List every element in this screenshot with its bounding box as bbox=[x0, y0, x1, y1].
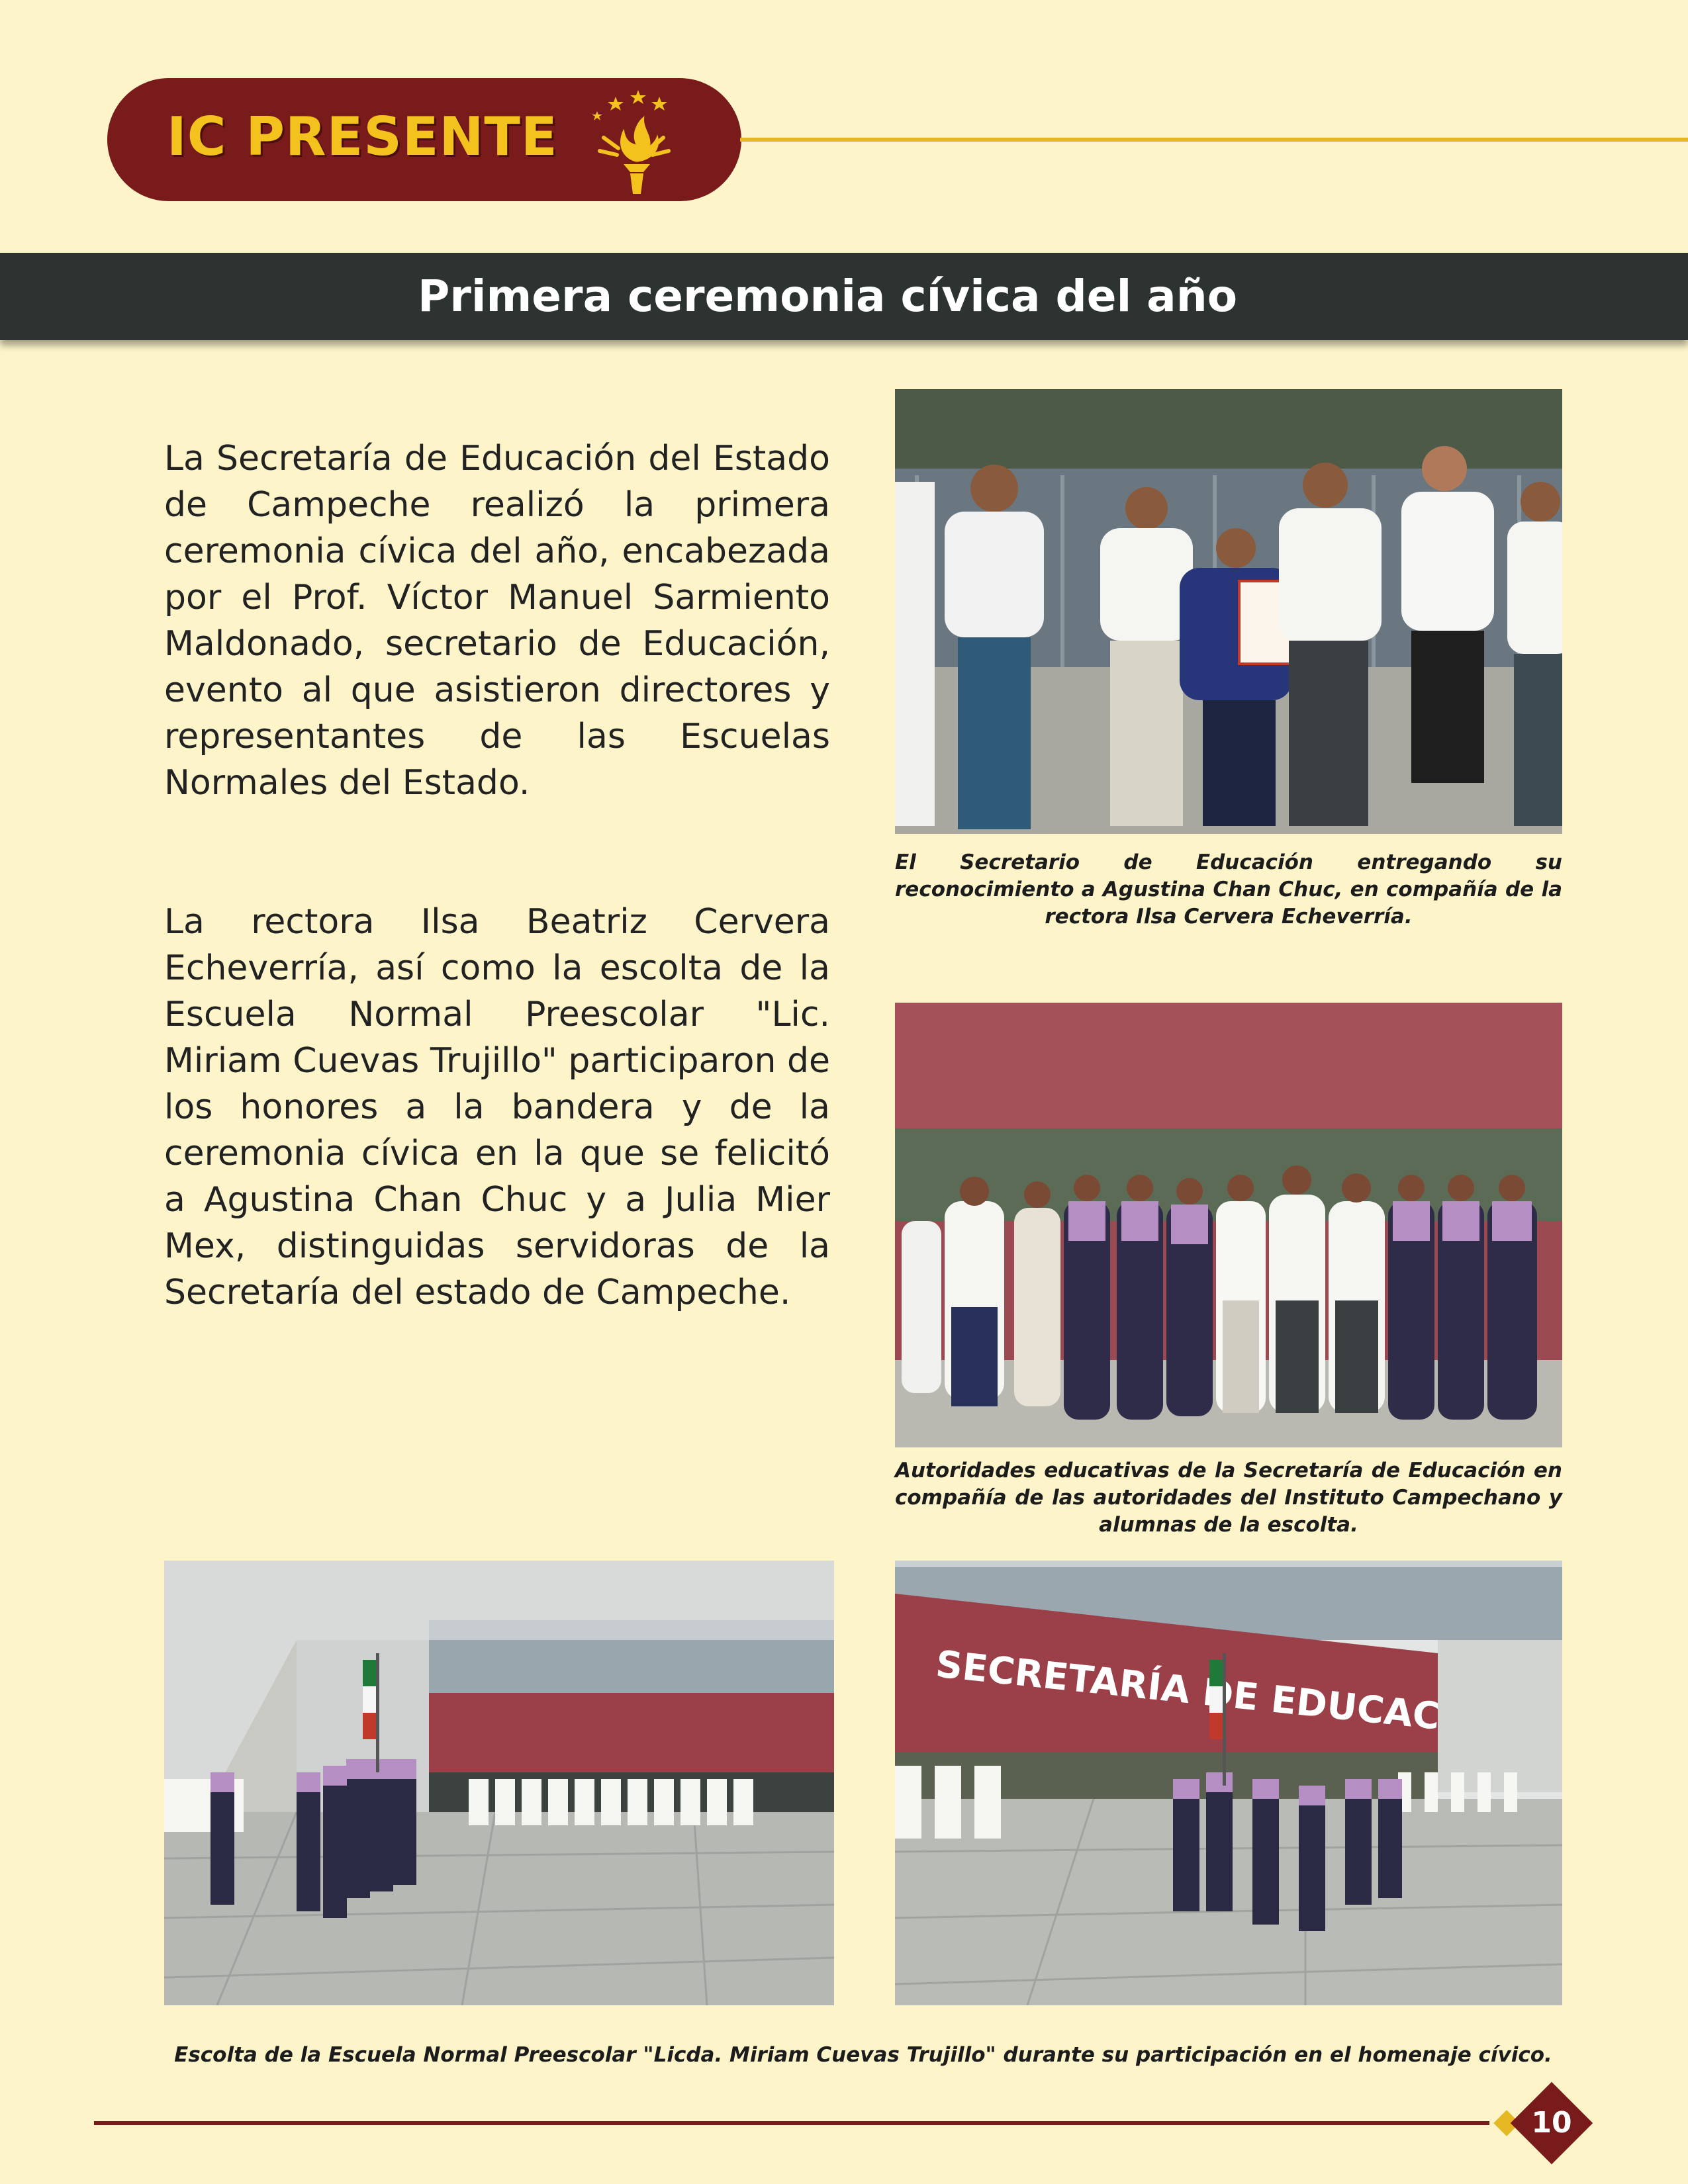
section-header-pill bbox=[107, 78, 741, 201]
article-paragraph-1: La Secretaría de Educación del Estado de Campeche realizó la primera ceremonia cívica del año, encabezada por el Prof. Víctor Manuel Sarmiento Maldonado, secretario de Educación, evento al que asistieron directores y representantes de las Escuelas Normales del Estado. bbox=[164, 439, 830, 803]
photo-caption-2: Autoridades educativas de la Secretaría de Educación en compañía de las autoridades del Instituto Campechano y alumnas de la escolta. bbox=[895, 1459, 1562, 1537]
header-rule bbox=[740, 138, 1688, 142]
page-number: 10 bbox=[1531, 2106, 1572, 2140]
photo-caption-1: El Secretario de Educación entregando su reconocimiento a Agustina Chan Chuc, en compañía de la rectora Ilsa Cervera Echeverría. bbox=[895, 850, 1562, 929]
photo-group-escort bbox=[895, 1003, 1562, 1447]
article-paragraph-2: La rectora Ilsa Beatriz Cervera Echeverría, así como la escolta de la Escuela Normal Preescolar "Lic. Miriam Cuevas Trujillo" participaron de los honores a la bandera y de la ceremonia cívica en la que se felicitó a Agustina Chan Chuc y a Julia Mier Mex, distinguidas servidoras de la Secretaría del estado de Campeche. bbox=[164, 902, 830, 1312]
title-bar bbox=[0, 253, 1688, 340]
torch-icon bbox=[577, 85, 690, 197]
section-title: IC PRESENTE bbox=[167, 106, 558, 167]
photo-escort-march bbox=[895, 1561, 1562, 2005]
photo-escort-formation bbox=[164, 1561, 834, 2005]
article-title: Primera ceremonia cívica del año bbox=[417, 271, 1238, 322]
building-sign: SECRETARÍA DE EDUCACIÓN bbox=[933, 1643, 1518, 1747]
bottom-photo-caption: Escolta de la Escuela Normal Preescolar "Licda. Miriam Cuevas Trujillo" durante su participación en el homenaje cívico. bbox=[174, 2043, 1552, 2067]
photo-award-ceremony bbox=[895, 389, 1562, 834]
footer-rule bbox=[94, 2121, 1489, 2125]
